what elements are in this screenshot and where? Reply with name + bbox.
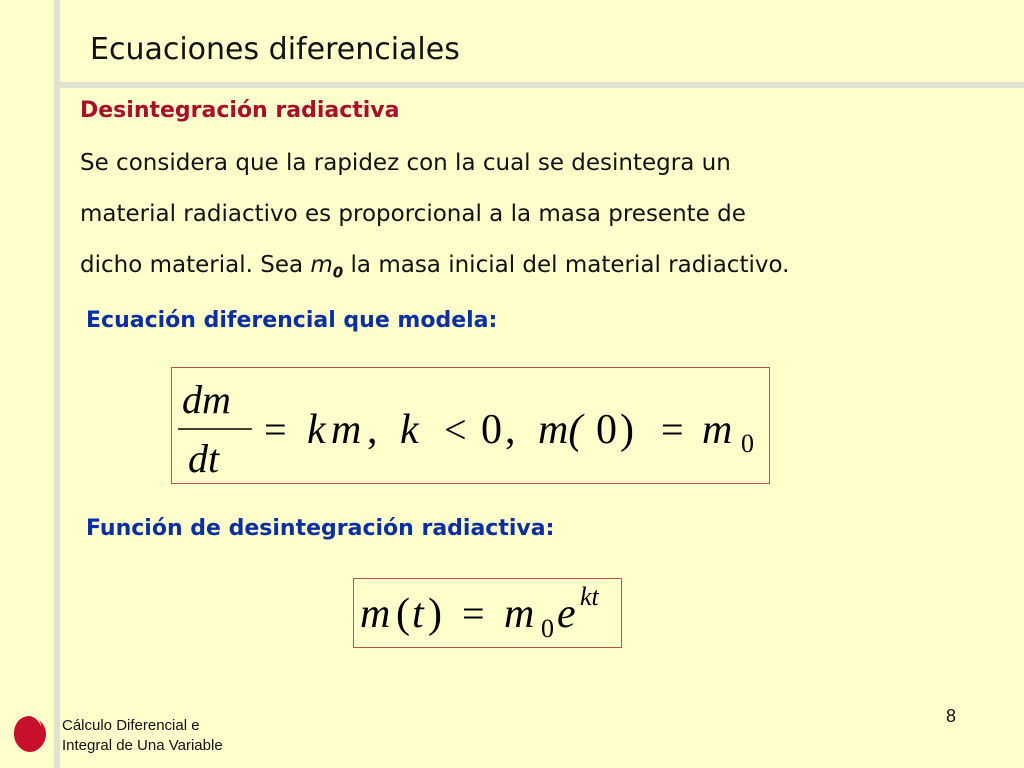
comma-2: , — [505, 407, 516, 453]
function-heading: Función de desintegración radiactiva: — [86, 516, 555, 541]
fraction-denominator: dt — [188, 436, 220, 481]
function-equals-sign: = — [462, 591, 485, 636]
m0-subscript: 0 — [741, 429, 754, 458]
m0-symbol: m — [702, 407, 733, 453]
rhs-m: m — [504, 591, 535, 637]
initial-mass-symbol: $m_0$ — [310, 252, 344, 282]
comma-1: , — [367, 407, 378, 453]
m-of-open: m( — [538, 407, 583, 453]
k-symbol-1: k — [307, 407, 326, 453]
section-paragraph — [80, 138, 980, 299]
differential-equation-box — [171, 367, 770, 484]
paragraph-line-1: Se considera que la rapidez con la cual se desintegra un — [80, 150, 731, 176]
lhs-open-paren: ( — [396, 591, 410, 637]
less-than-sign: < — [444, 407, 467, 452]
equals-sign-2: = — [661, 407, 684, 452]
university-logo-icon — [10, 712, 50, 756]
course-footer — [62, 716, 223, 756]
course-footer-line-1: Cálculo Diferencial e — [62, 717, 200, 734]
paragraph-line-3-pre: dicho material. Sea — [80, 252, 311, 278]
equals-sign-1: = — [264, 407, 287, 452]
model-heading: Ecuación diferencial que modela: — [86, 308, 498, 333]
zero-value-1: 0 — [481, 407, 502, 453]
title-underline-bar — [54, 82, 1024, 88]
logo-swirl-shape — [14, 716, 46, 752]
lhs-t: t — [412, 591, 424, 637]
k-symbol-2: k — [400, 407, 419, 453]
decay-function-box — [353, 578, 622, 648]
decay-function — [354, 579, 621, 647]
paragraph-line-3 — [80, 240, 980, 299]
rhs-subscript: 0 — [541, 614, 554, 643]
page-number: 8 — [946, 706, 957, 726]
paragraph-line-3-post: la masa inicial del material radiactivo. — [343, 252, 790, 278]
course-footer-line-2: Integral de Una Variable — [62, 737, 223, 754]
rhs-exponent: kt — [580, 582, 599, 611]
lhs-m: m — [360, 591, 391, 637]
rhs-e: e — [557, 591, 576, 637]
paragraph-line-2: material radiactivo es proporcional a la masa presente de — [80, 201, 746, 227]
close-paren: ) — [620, 407, 634, 453]
zero-value-2: 0 — [596, 407, 617, 453]
slide-title: Ecuaciones diferenciales — [90, 32, 460, 67]
section-heading: Desintegración radiactiva — [80, 98, 400, 123]
m-symbol: m — [331, 407, 362, 453]
fraction-numerator: dm — [182, 377, 231, 422]
left-divider-bar — [54, 0, 60, 768]
differential-equation — [172, 368, 769, 483]
lhs-close-paren: ) — [428, 591, 442, 637]
